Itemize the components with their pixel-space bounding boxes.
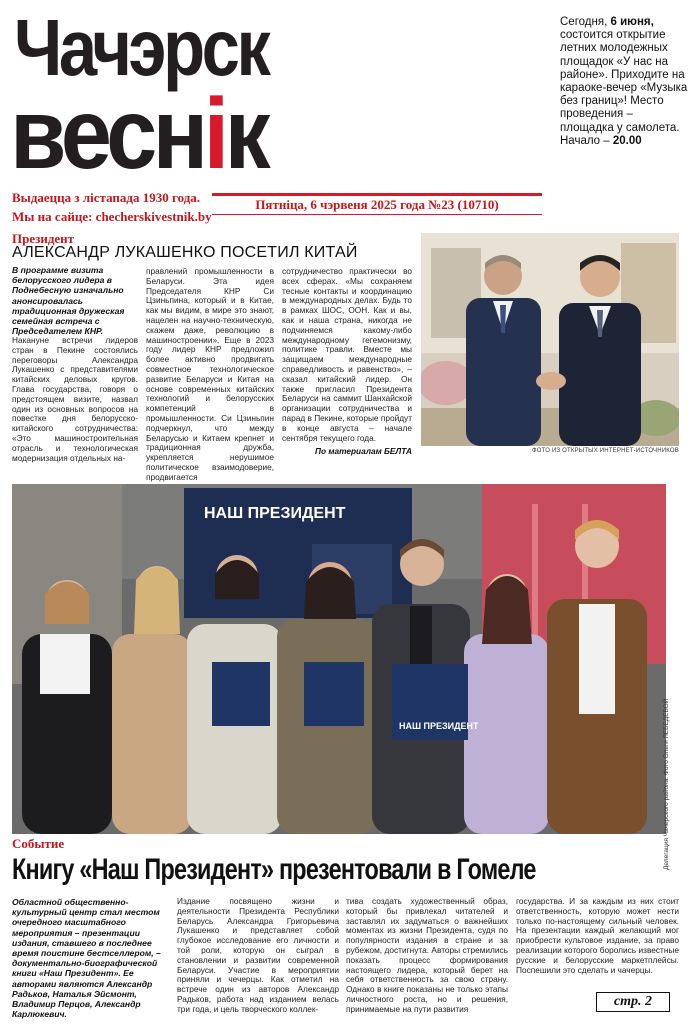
announcement-today: Сегодня, bbox=[560, 16, 608, 28]
issue-dateline: Пятніца, 6 чэрвеня 2025 года №23 (10710) bbox=[212, 193, 542, 215]
article2-column-4: государства. И за каждым из них стоит ответственность, которую может нести только по-настоящему сильный человек. На презентации каждый желающий мог приобрести культовое издание, за право реализации которого боролись известные русские и белорусские маркетплейсы. Поспешили это сделать и чачерцы. bbox=[516, 896, 679, 975]
masthead-title-suffix: к bbox=[224, 78, 267, 190]
article1-signature: По материалам БЕЛТА bbox=[315, 446, 412, 456]
article2-column-3: тива создать художественный образ, который бы привлекал читателей и заставлял их задуматься о важнейших моментах из жизни Президента, судя по популярности издания в стране и за рубежом, достигнута. Авторы стремились показать процесс формирования настоящего лидера, который берет на себя ответственность за свою страну. Однако в книге показаны не только этапы личностного роста, но и решения, принимаемые на пути развития bbox=[346, 896, 508, 1014]
article1-headline: АЛЕКСАНДР ЛУКАШЕНКО ПОСЕТИЛ КИТАЙ bbox=[12, 244, 358, 261]
page-number: стр. 2 bbox=[596, 992, 670, 1012]
article1-lede: В программе визита белорусского лидера в Поднебесную изначально анонсировалась традиционная дружеская семейная встреча с Председателем КНР. bbox=[12, 265, 125, 337]
masthead-title-line2 bbox=[10, 78, 267, 190]
masthead-since: Выдаецца з лістапада 1930 года. bbox=[12, 190, 201, 205]
article1-rubric: Президент bbox=[12, 231, 75, 246]
screen-title-text: НАШ ПРЕЗИДЕНТ bbox=[204, 505, 346, 522]
article2-lede: Областной общественно-культурный центр стал местом очередного масштабного мероприятия – презентации издания, ставшего в последнее время поистине бестселлером, – документально-биографической книги «Наш Президент». Ее авторами являются Александр Радьков, Наталья Эйсмонт, Владимир Перцов, Александр Карлюкевич. bbox=[12, 897, 161, 1020]
article2-column-2: Издание посвящено жизни и деятельности Президента Республики Беларусь Александра Григорьевича Лукашенко и представляет собой глубокое исследование его личности и той роли, которую он сыграл в становлении и развитии современной Беларуси. Участие в мероприятии приняли и чечерцы. Как отметил на встрече один из авторов Александр Радьков, работа над изданием велась три года, и цель творческого коллек- bbox=[177, 896, 339, 1014]
article1-column-1: Накануне встречи лидеров стран в Пекине состоялись переговоры Александра Лукашенко с представителями китайских деловых кругов. Глава государства, говоря о предстоящем визите, назвал один из основных вопросов на повестке дня белорусско-китайского сотрудничества: «Это машиностроительная отрасль и технологическая модернизация отдельных на- bbox=[12, 335, 138, 463]
masthead-title-i: і bbox=[203, 78, 225, 190]
masthead-site: Мы на сайце: checherskivestnik.by bbox=[12, 209, 212, 224]
book-title-text: НАШ ПРЕЗИДЕНТ bbox=[399, 721, 479, 731]
leaders-handshake-photo bbox=[421, 233, 679, 446]
announcement bbox=[560, 16, 688, 148]
masthead-title-line1: Чачэрск bbox=[14, 3, 268, 92]
masthead-title-prefix: весн bbox=[10, 78, 204, 190]
article1-column-2: правлений промышленности в Беларуси. Эта идея Председателя КНР Си Цзиньпина, который и в Китае, как мы видим, в мире это знают, нацелен на научно-техническую, скажем даже, революцию в машиностроении». Еще в 2023 году лидер КНР предложил более активно продвигать совместное технологическое развитие Беларуси и Китая на основе современных китайских технологий и белорусских компетенций в промышленности. Си Цзиньпин подчеркнул, что между Беларусью и Китаем крепнет и традиционная дружба, укрепляется нерушимое политическое взаимодоверие, продвигается bbox=[146, 266, 274, 482]
announcement-date: 6 июня, bbox=[610, 16, 654, 28]
article1-column-3: сотрудничество практически во всех сферах. «Мы сохраняем тесные контакты и координацию в международных делах. Будь то в рамках ШОС, ООН. Как и вы, как и наша страна, никогда не подчиняемся какому-либо международному гегемонизму, политике травли. Вместе мы защищаем международные справедливость и равенство», – сказал китайский лидер. Он также пригласил Президента Беларуси на саммит Шанхайской организации сотрудничества и парад в Пекине, которые пройдут в конце августа – начале сентября текущего года. bbox=[282, 266, 412, 443]
announcement-body: состоится открытие летних молодежных площадок «У нас на районе». Приходите на караоке-вечер «Музыка без границ»! Место проведения – площадка у самолета. Начало – bbox=[560, 29, 688, 147]
article2-headline: Книгу «Наш Президент» презентовали в Гомеле bbox=[12, 853, 536, 886]
group-photo bbox=[12, 484, 666, 834]
announcement-time: 20.00 bbox=[612, 134, 642, 147]
group-photo-credit: Делегация Чачерского района. Фото Ольги ЛЕБЕДЕВОЙ bbox=[663, 698, 670, 870]
article2-rubric: Событие bbox=[12, 836, 65, 851]
article1-photo-credit: ФОТО ИЗ ОТКРЫТЫХ ИНТЕРНЕТ-ИСТОЧНИКОВ bbox=[532, 448, 679, 454]
